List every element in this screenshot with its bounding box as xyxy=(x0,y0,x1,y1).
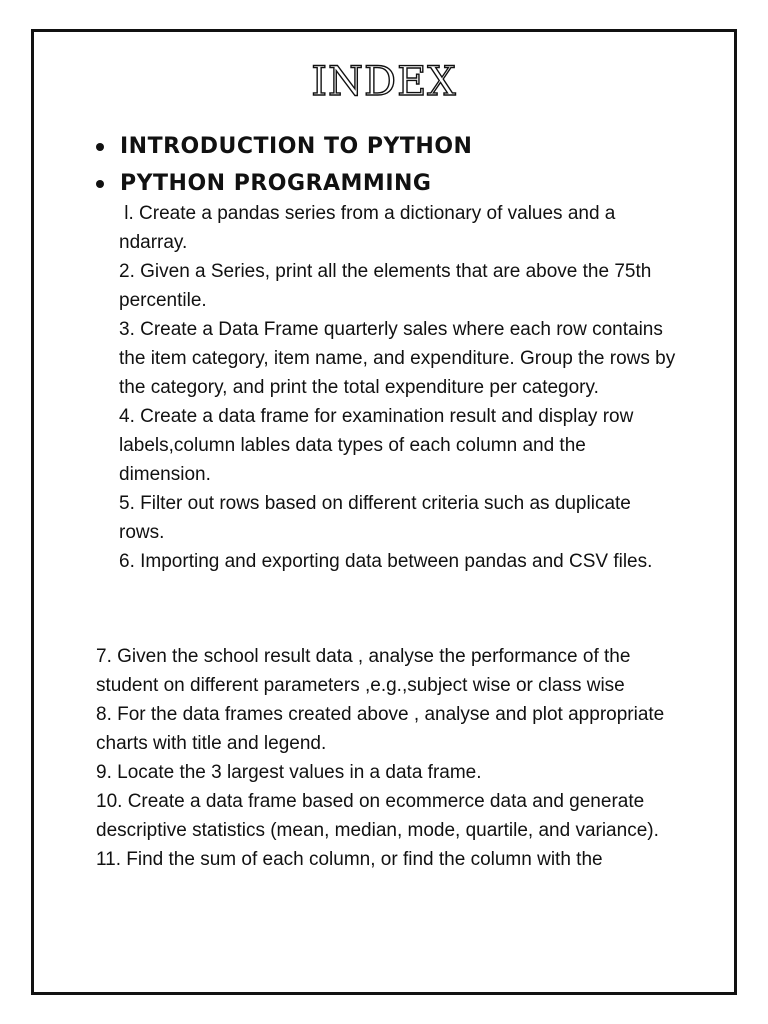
program-list-indented xyxy=(119,199,679,576)
bullet-icon xyxy=(96,180,104,188)
topic-item-programming xyxy=(94,165,472,202)
topic-label: PYTHON PROGRAMMING xyxy=(120,171,432,196)
page-border xyxy=(31,29,737,995)
list-item: 11. Find the sum of each column, or find the column with the xyxy=(96,849,603,870)
list-item: 10. Create a data frame based on ecommerce data and generate descriptive statistics (mean, median, mode, quartile, and variance). xyxy=(96,791,659,841)
list-item: 2. Given a Series, print all the elements that are above the 75th percentile. xyxy=(119,261,652,311)
list-item: 5. Filter out rows based on different criteria such as duplicate rows. xyxy=(119,493,631,543)
list-item: l. Create a pandas series from a dictionary of values and a ndarray. xyxy=(119,203,621,253)
list-item: 4. Create a data frame for examination result and display row labels,column lables data types of each column and the dimension. xyxy=(119,406,634,485)
list-item: 7. Given the school result data , analyse the performance of the student on different parameters ,e.g.,subject wise or class wise xyxy=(96,646,631,696)
list-item: 3. Create a Data Frame quarterly sales where each row contains the item category, item name, and expenditure. Group the rows by the category, and print the total expenditure per category. xyxy=(119,319,676,398)
topic-label: INTRODUCTION TO PYTHON xyxy=(120,134,473,159)
program-list-flush xyxy=(96,642,696,874)
bullet-icon xyxy=(96,143,104,151)
list-item: 6. Importing and exporting data between pandas and CSV files. xyxy=(119,551,653,572)
list-item: 8. For the data frames created above , analyse and plot appropriate charts with title and legend. xyxy=(96,704,665,754)
list-item: 9. Locate the 3 largest values in a data frame. xyxy=(96,762,482,783)
topic-list xyxy=(94,128,472,202)
topic-item-introduction xyxy=(94,128,472,165)
index-title: INDEX xyxy=(311,59,457,105)
